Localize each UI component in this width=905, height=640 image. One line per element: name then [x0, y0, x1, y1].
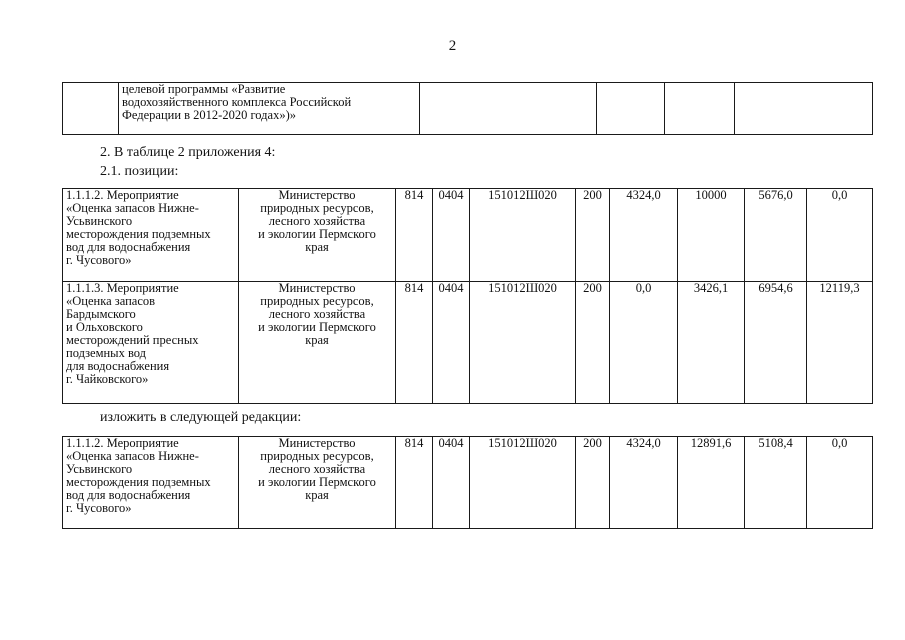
table-row [63, 282, 873, 404]
amount-2-cell: 10000 [678, 189, 745, 282]
empty-cell [597, 83, 665, 135]
table-old-positions [62, 188, 873, 404]
amount-1-cell: 4324,0 [610, 437, 678, 529]
table-row [63, 189, 873, 282]
ministry-cell: Министерство природных ресурсов, лесного хозяйства и экологии Пермского края [239, 437, 396, 529]
grbs-cell: 814 [396, 437, 433, 529]
page-number: 2 [448, 38, 457, 54]
amount-4-cell: 0,0 [807, 437, 873, 529]
grbs-cell: 814 [396, 282, 433, 404]
amount-2-cell: 12891,6 [678, 437, 745, 529]
measure-name-cell: 1.1.1.3. Мероприятие «Оценка запасов Бардымского и Ольховского месторождений пресных подземных вод для водоснабжения г. Чайковского» [63, 282, 239, 404]
table-continuation [62, 82, 873, 135]
empty-cell [420, 83, 597, 135]
intro-line-2: 2.1. позиции: [100, 164, 179, 179]
amount-3-cell: 6954,6 [745, 282, 807, 404]
measure-name-cell: 1.1.1.2. Мероприятие «Оценка запасов Нижне- Усьвинского месторождения подземных вод для водоснабжения г. Чусового» [63, 189, 239, 282]
table-row [63, 437, 873, 529]
target-article-cell: 151012Ш020 [470, 189, 576, 282]
amount-1-cell: 0,0 [610, 282, 678, 404]
ministry-cell: Министерство природных ресурсов, лесного хозяйства и экологии Пермского края [239, 282, 396, 404]
grbs-cell: 814 [396, 189, 433, 282]
expense-type-cell: 200 [576, 437, 610, 529]
section-cell: 0404 [433, 437, 470, 529]
target-article-cell: 151012Ш020 [470, 282, 576, 404]
empty-cell [735, 83, 873, 135]
intro-line-1: 2. В таблице 2 приложения 4: [100, 145, 276, 160]
amount-3-cell: 5676,0 [745, 189, 807, 282]
amount-1-cell: 4324,0 [610, 189, 678, 282]
table-new-positions [62, 436, 873, 529]
amount-3-cell: 5108,4 [745, 437, 807, 529]
expense-type-cell: 200 [576, 189, 610, 282]
amount-4-cell: 12119,3 [807, 282, 873, 404]
amount-2-cell: 3426,1 [678, 282, 745, 404]
section-cell: 0404 [433, 189, 470, 282]
expense-type-cell: 200 [576, 282, 610, 404]
table-row [63, 83, 873, 135]
amount-4-cell: 0,0 [807, 189, 873, 282]
section-cell: 0404 [433, 282, 470, 404]
ministry-cell: Министерство природных ресурсов, лесного хозяйства и экологии Пермского края [239, 189, 396, 282]
new-version-heading: изложить в следующей редакции: [100, 410, 302, 425]
target-article-cell: 151012Ш020 [470, 437, 576, 529]
continuation-text: целевой программы «Развитие водохозяйственного комплекса Российской Федерации в 2012-2020 годах»)» [119, 83, 420, 135]
measure-name-cell: 1.1.1.2. Мероприятие «Оценка запасов Нижне- Усьвинского месторождения подземных вод для водоснабжения г. Чусового» [63, 437, 239, 529]
empty-cell [665, 83, 735, 135]
empty-cell [63, 83, 119, 135]
